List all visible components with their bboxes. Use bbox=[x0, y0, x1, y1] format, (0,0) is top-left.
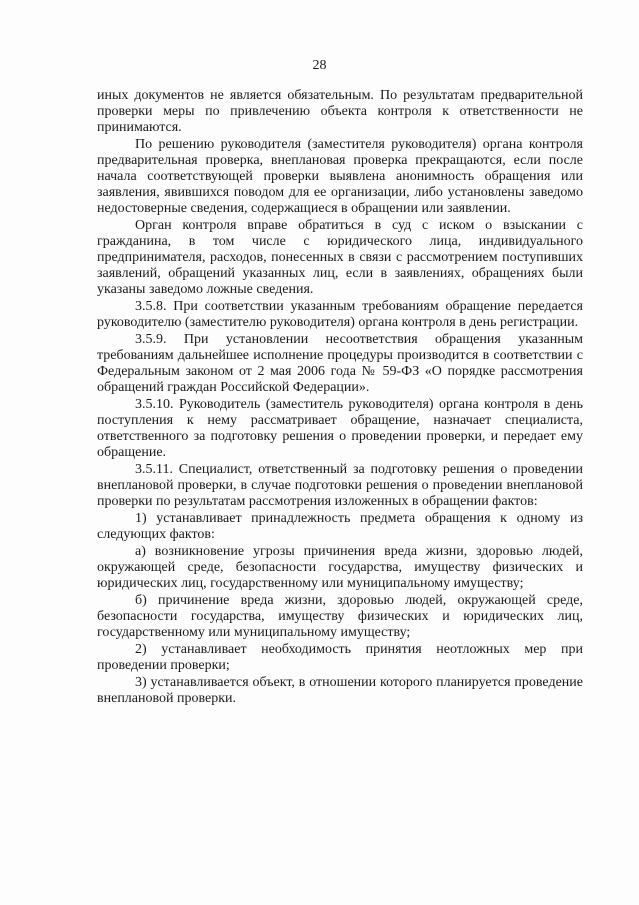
paragraph: 3.5.11. Специалист, ответственный за подготовку решения о проведении внеплановой проверки, в случае подготовки решения о проведении внеплановой проверки по результатам рассмотрения изложенных в обращении фактов: bbox=[97, 462, 583, 509]
document-body bbox=[97, 88, 583, 708]
paragraph: По решению руководителя (заместителя руководителя) органа контроля предварительная проверка, внеплановая проверка прекращаются, если после начала соответствующей проверки выявлена анонимность обращения или заявления, явившихся поводом для ее организации, либо установлены заведомо недостоверные сведения, содержащиеся в обращении или заявлении. bbox=[97, 137, 583, 216]
paragraph: а) возникновение угрозы причинения вреда жизни, здоровью людей, окружающей среде, безопасности государства, имуществу физических и юридических лиц, государственному или муниципальному имуществу; bbox=[97, 544, 583, 591]
page-number: 28 bbox=[312, 58, 327, 73]
paragraph: 2) устанавливает необходимость принятия неотложных мер при проведении проверки; bbox=[97, 642, 583, 673]
paragraph: 1) устанавливает принадлежность предмета обращения к одному из следующих фактов: bbox=[97, 511, 583, 542]
paragraph: 3.5.10. Руководитель (заместитель руководителя) органа контроля в день поступления к нему рассматривает обращение, назначает специалиста, ответственного за подготовку решения о проведении проверки, и передает ему обращение. bbox=[97, 397, 583, 460]
paragraph: 3.5.9. При установлении несоответствия обращения указанным требованиям дальнейшее исполнение процедуры производится в соответствии с Федеральным законом от 2 мая 2006 года № 59-ФЗ «О порядке рассмотрения обращений граждан Российской Федерации». bbox=[97, 332, 583, 395]
paragraph: 3.5.8. При соответствии указанным требованиям обращение передается руководителю (заместителю руководителя) органа контроля в день регистрации. bbox=[97, 299, 583, 330]
paragraph: 3) устанавливается объект, в отношении которого планируется проведение внеплановой проверки. bbox=[97, 675, 583, 706]
paragraph: Орган контроля вправе обратиться в суд с иском о взыскании с гражданина, в том числе с юридического лица, индивидуального предпринимателя, расходов, понесенных в связи с рассмотрением поступивших заявлений, обращений указанных лиц, если в заявлениях, обращениях были указаны заведомо ложные сведения. bbox=[97, 218, 583, 297]
paragraph: б) причинение вреда жизни, здоровью людей, окружающей среде, безопасности государства, имуществу физических и юридических лиц, государственному или муниципальному имуществу; bbox=[97, 593, 583, 640]
paragraph: иных документов не является обязательным. По результатам предварительной проверки меры по привлечению объекта контроля к ответственности не принимаются. bbox=[97, 88, 583, 135]
